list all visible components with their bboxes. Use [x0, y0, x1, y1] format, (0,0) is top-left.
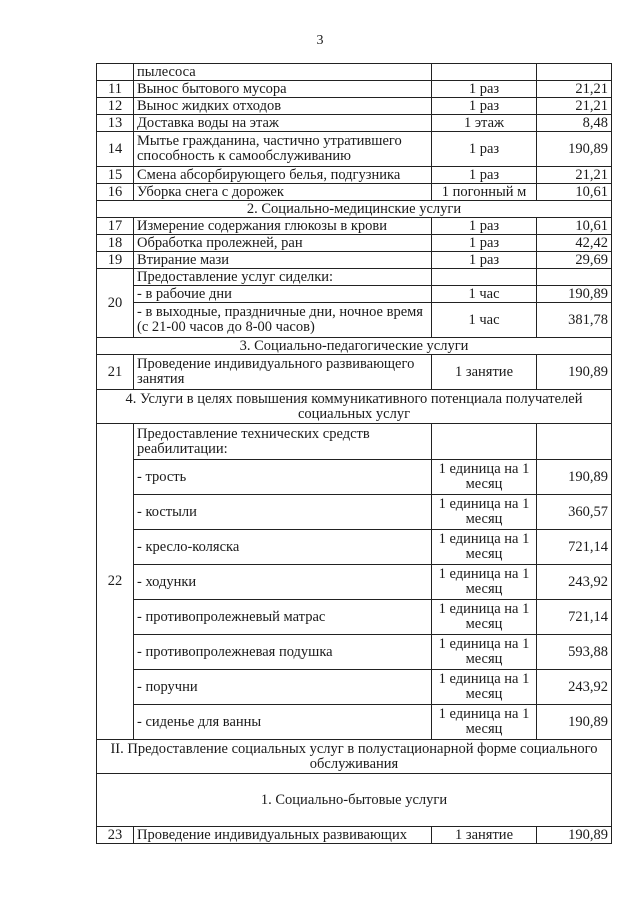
- service-name: Смена абсорбирующего белья, подгузника: [134, 167, 432, 184]
- sub-item-unit: 1 единица на 1 месяц: [432, 600, 537, 635]
- row-number: 13: [97, 115, 134, 132]
- sub-item-unit: 1 единица на 1 месяц: [432, 670, 537, 705]
- sub-item-price: 190,89: [537, 705, 612, 740]
- table-row: [97, 132, 612, 167]
- row-number: [97, 64, 134, 81]
- section-row: [97, 390, 612, 424]
- service-unit: 1 погонный м: [432, 184, 537, 201]
- table-row: [97, 827, 612, 844]
- row-number: 12: [97, 98, 134, 115]
- row-number: 20: [97, 269, 134, 338]
- service-unit: 1 занятие: [432, 827, 537, 844]
- sub-item-row: [97, 600, 612, 635]
- service-unit: 1 раз: [432, 132, 537, 167]
- sub-item-name: - поручни: [134, 670, 432, 705]
- service-name: Обработка пролежней, ран: [134, 235, 432, 252]
- sub-item-unit: 1 единица на 1 месяц: [432, 460, 537, 495]
- service-price: 190,89: [537, 355, 612, 390]
- table-row: [97, 355, 612, 390]
- row-number: 17: [97, 218, 134, 235]
- service-unit: 1 этаж: [432, 115, 537, 132]
- service-name: Вынос бытового мусора: [134, 81, 432, 98]
- service-name: Мытье гражданина, частично утратившего способность к самообслуживанию: [134, 132, 432, 167]
- group-header-row: [97, 424, 612, 460]
- group-name: Предоставление технических средств реабилитации:: [134, 424, 432, 460]
- row-number: 21: [97, 355, 134, 390]
- table-row: [97, 184, 612, 201]
- service-price: 21,21: [537, 98, 612, 115]
- sub-item-unit: 1 единица на 1 месяц: [432, 530, 537, 565]
- sub-item-name: - ходунки: [134, 565, 432, 600]
- tariff-table: [96, 63, 612, 844]
- service-unit: 1 раз: [432, 98, 537, 115]
- service-unit: [432, 64, 537, 81]
- sub-item-row: [97, 460, 612, 495]
- row-number: 14: [97, 132, 134, 167]
- sub-item-name: - в рабочие дни: [134, 286, 432, 303]
- row-number: 23: [97, 827, 134, 844]
- table-row: [97, 98, 612, 115]
- service-price: [537, 424, 612, 460]
- row-number: 19: [97, 252, 134, 269]
- service-unit: [432, 424, 537, 460]
- table-row: [97, 64, 612, 81]
- sub-item-price: 360,57: [537, 495, 612, 530]
- page-number: 3: [316, 33, 324, 48]
- service-price: [537, 269, 612, 286]
- sub-item-name: - кресло-коляска: [134, 530, 432, 565]
- service-unit: 1 раз: [432, 167, 537, 184]
- sub-item-name: - костыли: [134, 495, 432, 530]
- sub-item-row: [97, 670, 612, 705]
- sub-item-price: 721,14: [537, 600, 612, 635]
- service-name: Втирание мази: [134, 252, 432, 269]
- sub-item-price: 243,92: [537, 670, 612, 705]
- section-title: 3. Социально-педагогические услуги: [97, 338, 612, 355]
- service-name: Уборка снега с дорожек: [134, 184, 432, 201]
- service-price: [537, 64, 612, 81]
- sub-item-unit: 1 единица на 1 месяц: [432, 705, 537, 740]
- section-title: II. Предоставление социальных услуг в полустационарной форме социального обслуживания: [97, 740, 612, 774]
- sub-item-name: - сиденье для ванны: [134, 705, 432, 740]
- section-title: 1. Социально-бытовые услуги: [97, 774, 612, 827]
- service-name: Доставка воды на этаж: [134, 115, 432, 132]
- row-number: 11: [97, 81, 134, 98]
- table-row: [97, 81, 612, 98]
- sub-item-row: [97, 286, 612, 303]
- table-row: [97, 167, 612, 184]
- sub-item-price: 243,92: [537, 565, 612, 600]
- section-row: [97, 740, 612, 774]
- sub-item-price: 721,14: [537, 530, 612, 565]
- service-name: пылесоса: [134, 64, 432, 81]
- table-row: [97, 235, 612, 252]
- service-unit: 1 раз: [432, 235, 537, 252]
- service-price: 10,61: [537, 184, 612, 201]
- sub-item-row: [97, 635, 612, 670]
- sub-item-unit: 1 единица на 1 месяц: [432, 495, 537, 530]
- table-row: [97, 115, 612, 132]
- sub-item-row: [97, 565, 612, 600]
- sub-item-price: 593,88: [537, 635, 612, 670]
- service-unit: 1 раз: [432, 218, 537, 235]
- service-price: 42,42: [537, 235, 612, 252]
- service-unit: 1 занятие: [432, 355, 537, 390]
- row-number: 15: [97, 167, 134, 184]
- sub-item-name: - трость: [134, 460, 432, 495]
- service-unit: 1 раз: [432, 81, 537, 98]
- service-price: 10,61: [537, 218, 612, 235]
- service-name: Проведение индивидуальных развивающих: [134, 827, 432, 844]
- sub-item-unit: 1 час: [432, 286, 537, 303]
- sub-item-row: [97, 530, 612, 565]
- section-title: 4. Услуги в целях повышения коммуникативного потенциала получателей социальных услуг: [97, 390, 612, 424]
- service-price: 190,89: [537, 132, 612, 167]
- group-header-row: [97, 269, 612, 286]
- sub-item-unit: 1 час: [432, 303, 537, 338]
- row-number: 22: [97, 424, 134, 740]
- sub-item-price: 381,78: [537, 303, 612, 338]
- sub-item-price: 190,89: [537, 460, 612, 495]
- service-price: 21,21: [537, 167, 612, 184]
- sub-item-name: - противопролежневый матрас: [134, 600, 432, 635]
- sub-item-name: - в выходные, праздничные дни, ночное время (с 21-00 часов до 8-00 часов): [134, 303, 432, 338]
- sub-item-price: 190,89: [537, 286, 612, 303]
- section-row: [97, 201, 612, 218]
- service-price: 8,48: [537, 115, 612, 132]
- service-name: Проведение индивидуального развивающего занятия: [134, 355, 432, 390]
- sub-item-name: - противопролежневая подушка: [134, 635, 432, 670]
- service-price: 190,89: [537, 827, 612, 844]
- sub-item-unit: 1 единица на 1 месяц: [432, 565, 537, 600]
- section-row: [97, 774, 612, 827]
- row-number: 16: [97, 184, 134, 201]
- section-title: 2. Социально-медицинские услуги: [97, 201, 612, 218]
- service-name: Измерение содержания глюкозы в крови: [134, 218, 432, 235]
- table-row: [97, 252, 612, 269]
- row-number: 18: [97, 235, 134, 252]
- service-name: Вынос жидких отходов: [134, 98, 432, 115]
- service-price: 21,21: [537, 81, 612, 98]
- sub-item-row: [97, 303, 612, 338]
- table-row: [97, 218, 612, 235]
- sub-item-row: [97, 705, 612, 740]
- group-name: Предоставление услуг сиделки:: [134, 269, 432, 286]
- service-unit: [432, 269, 537, 286]
- section-row: [97, 338, 612, 355]
- sub-item-row: [97, 495, 612, 530]
- service-price: 29,69: [537, 252, 612, 269]
- sub-item-unit: 1 единица на 1 месяц: [432, 635, 537, 670]
- service-unit: 1 раз: [432, 252, 537, 269]
